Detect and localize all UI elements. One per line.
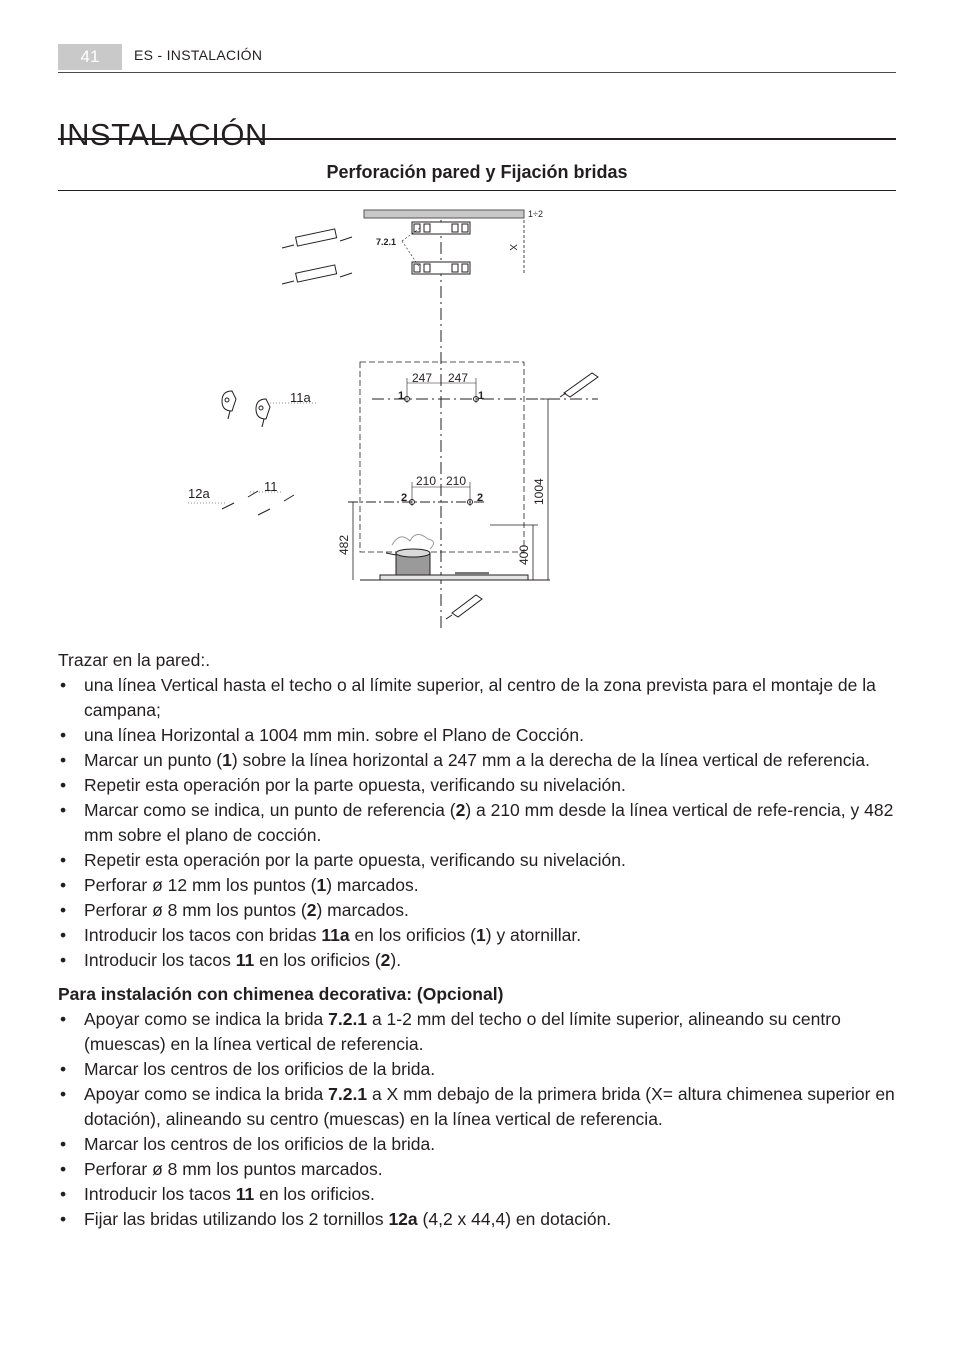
point-1-right: 1	[478, 390, 485, 402]
reference-number: 1	[476, 925, 486, 945]
text-segment: ).	[390, 950, 402, 970]
list-item: • Repetir esta operación por la parte opuesta, verificando su nivelación.	[58, 848, 898, 873]
section-label: ES - INSTALACIÓN	[134, 47, 263, 63]
label-one-two: 1÷2	[528, 209, 543, 219]
reference-number: 2	[380, 950, 391, 970]
list-item	[58, 1082, 898, 1132]
label-x: X	[507, 244, 518, 251]
wall-plug-11a-icon	[222, 391, 270, 427]
wall-marking-steps	[58, 673, 898, 973]
text-segment: Introducir los tacos	[84, 1184, 236, 1204]
text-segment: Marcar un punto (	[84, 750, 223, 770]
hood-outline	[360, 362, 524, 552]
cooking-pot-icon	[386, 534, 434, 575]
figure-divider	[58, 190, 896, 191]
reference-number: 11a	[321, 925, 350, 945]
text-segment: ) marcados.	[316, 900, 409, 920]
text-segment: ) sobre la línea horizontal a 247 mm a la derecha de la línea vertical de referencia.	[231, 750, 870, 770]
list-item	[58, 898, 898, 923]
text-segment: en los orificios.	[254, 1184, 375, 1204]
list-item	[58, 748, 898, 773]
installation-diagram	[0, 195, 954, 640]
text-segment: ) marcados.	[326, 875, 419, 895]
text-segment: Apoyar como se indica la brida	[84, 1009, 329, 1029]
reference-number: 1	[222, 750, 232, 770]
dim-210-right: 210	[446, 474, 467, 488]
ceiling	[364, 210, 524, 218]
reference-number: 2	[455, 800, 466, 820]
reference-number: 12a	[388, 1209, 418, 1229]
list-item: • una línea Horizontal a 1004 mm min. sobre el Plano de Cocción.	[58, 723, 898, 748]
flange-top	[412, 222, 470, 234]
text-segment: a X mm debajo de la primera brida (X= altura chimenea superior en dotación), alineando su centro (muescas) en la línea vertical de referencia.	[84, 1084, 895, 1129]
list-item: • una línea Vertical hasta el techo o al límite superior, al centro de la zona prevista para el montaje de la campana;	[58, 673, 898, 723]
figure-title: Perforación pared y Fijación bridas	[326, 162, 628, 182]
list-item	[58, 1182, 898, 1207]
dim-400: 400	[517, 544, 531, 565]
pencil-icon-bottom	[446, 595, 482, 619]
hob-surface	[380, 575, 528, 580]
loose-flange-2	[282, 265, 352, 284]
screw-12a-icon	[222, 503, 270, 515]
page-title: INSTALACIÓN	[58, 116, 268, 152]
list-item: • Repetir esta operación por la parte opuesta, verificando su nivelación.	[58, 773, 898, 798]
reference-number: 1	[316, 875, 327, 895]
text-segment: en los orificios (	[349, 925, 477, 945]
text-segment: Fijar las bridas utilizando los 2 tornillos	[84, 1209, 389, 1229]
chimney-steps	[58, 1007, 898, 1232]
list-item: • Marcar los centros de los orificios de la brida.	[58, 1057, 898, 1082]
intro-text: Trazar en la pared:.	[58, 650, 211, 670]
text-segment: en los orificios (	[254, 950, 381, 970]
loose-flange-1	[282, 229, 352, 248]
chimney-subheading: Para instalación con chimenea decorativa: (Opcional)	[58, 984, 504, 1004]
reference-number: 7.2.1	[328, 1009, 368, 1029]
dim-210-left: 210	[416, 474, 437, 488]
list-item	[58, 1207, 898, 1232]
list-item: • Marcar los centros de los orificios de la brida.	[58, 1132, 898, 1157]
list-item	[58, 923, 898, 948]
list-item: • Perforar ø 8 mm los puntos marcados.	[58, 1157, 898, 1182]
label-11a: 11a	[290, 390, 311, 405]
text-segment: Perforar ø 8 mm los puntos (	[84, 900, 307, 920]
reference-number: 7.2.1	[328, 1084, 368, 1104]
list-item	[58, 873, 898, 898]
dim-247-left: 247	[412, 371, 433, 385]
reference-number: 2	[306, 900, 317, 920]
list-item	[58, 1007, 898, 1057]
text-segment: Marcar como se indica, un punto de referencia (	[84, 800, 456, 820]
point-1-left: 1	[398, 390, 405, 402]
dim-247-right: 247	[448, 371, 469, 385]
point-2-left: 2	[401, 492, 408, 504]
reference-number: 11	[235, 1184, 255, 1204]
text-segment: (4,2 x 44,4) en dotación.	[417, 1209, 612, 1229]
reference-number: 11	[235, 950, 255, 970]
label-12a: 12a	[188, 486, 210, 501]
page-number: 41	[58, 44, 122, 70]
text-segment: Introducir los tacos	[84, 950, 236, 970]
text-segment: Introducir los tacos con bridas	[84, 925, 322, 945]
label-11: 11	[264, 479, 278, 494]
title-divider	[58, 138, 896, 140]
text-segment: ) a 210 mm desde la línea vertical de refe-rencia, y 482 mm sobre el plano de cocción.	[84, 800, 894, 845]
dim-482: 482	[337, 534, 351, 555]
text-segment: Perforar ø 12 mm los puntos (	[84, 875, 317, 895]
pencil-icon-top	[560, 373, 598, 397]
instructions	[58, 648, 898, 1232]
flange-bottom	[412, 262, 470, 274]
dim-1004: 1004	[532, 478, 546, 505]
text-segment: ) y atornillar.	[485, 925, 582, 945]
list-item	[58, 948, 898, 973]
text-segment: Apoyar como se indica la brida	[84, 1084, 329, 1104]
label-flange: 7.2.1	[376, 237, 397, 247]
point-2-right: 2	[477, 492, 484, 504]
text-segment: a 1-2 mm del techo o del límite superior, alineando su centro (muescas) en la línea vertical de referencia.	[84, 1009, 841, 1054]
list-item	[58, 798, 898, 848]
page-header	[58, 44, 896, 73]
